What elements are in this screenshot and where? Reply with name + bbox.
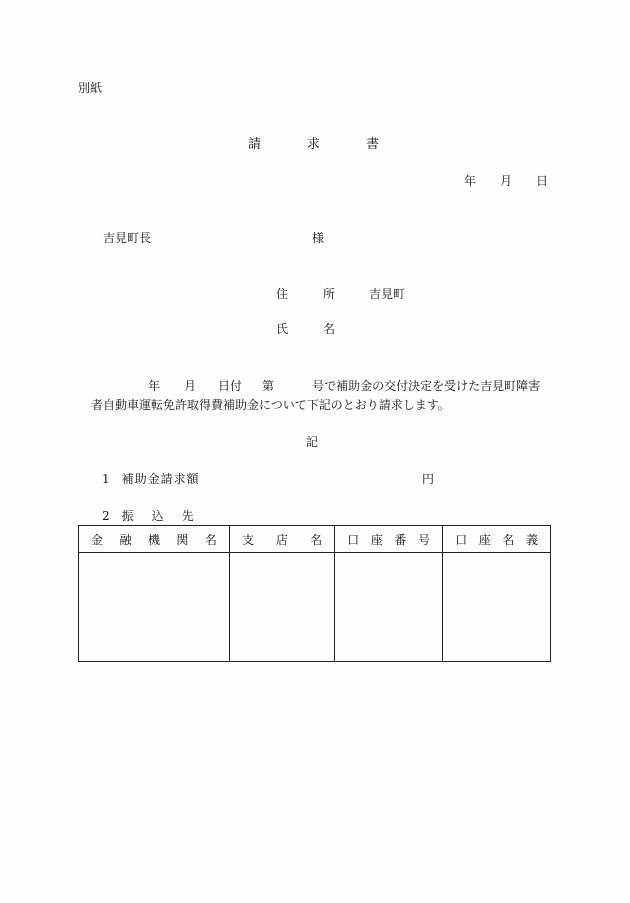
item-1-number: 1: [102, 472, 110, 486]
item-1: [102, 472, 200, 486]
cell-branch-name[interactable]: [229, 553, 334, 662]
title-char-1: 請: [248, 137, 262, 152]
addressee-honorific: 様: [312, 231, 325, 245]
item-2-label-char-2: 込: [151, 509, 164, 523]
item-2: [102, 509, 194, 523]
body-number-prefix: 第: [262, 379, 275, 393]
body-day-text: 日付: [218, 379, 243, 393]
header-branch-name: 支 店 名: [229, 526, 334, 553]
ki-heading: 記: [306, 435, 319, 449]
attachment-label: 別紙: [78, 81, 103, 95]
cell-bank-name[interactable]: [79, 553, 230, 662]
date-year-char: 年: [464, 174, 477, 188]
cell-account-holder[interactable]: [443, 553, 551, 662]
body-month-char: 月: [184, 379, 197, 393]
name-row: [276, 322, 335, 336]
item-2-label-char-1: 振: [121, 509, 134, 523]
date-day-char: 日: [536, 174, 549, 188]
cell-account-number[interactable]: [335, 553, 443, 662]
date-line: [464, 174, 548, 188]
date-month-char: 月: [500, 174, 513, 188]
name-label-char-2: 名: [323, 322, 336, 336]
bank-table-entry-row: [79, 553, 551, 662]
address-label-char-2: 所: [323, 287, 336, 301]
address-value: 吉見町: [369, 287, 406, 301]
item-2-label-char-3: 先: [181, 509, 194, 523]
body-line-1: [148, 379, 540, 393]
body-year-char: 年: [148, 379, 161, 393]
item-2-number: 2: [102, 509, 110, 523]
item-1-label: 補助金請求額: [121, 472, 200, 486]
item-1-unit: 円: [422, 472, 435, 486]
document-title: [248, 138, 379, 152]
title-char-2: 求: [307, 137, 321, 152]
header-account-number: 口 座 番 号: [335, 526, 443, 553]
title-char-3: 書: [366, 137, 380, 152]
address-label-char-1: 住: [276, 287, 289, 301]
bank-table-header-row: [79, 526, 551, 553]
addressee-name: 吉見町長: [103, 231, 152, 245]
body-line-2: 者自動車運転免許取得費補助金について下記のとおり請求します。: [91, 398, 450, 412]
bank-account-table: [78, 525, 551, 662]
name-label-char-1: 氏: [276, 322, 289, 336]
address-row: [276, 287, 405, 301]
header-bank-name: 金 融 機 関 名: [79, 526, 230, 553]
header-account-holder: 口 座 名 義: [443, 526, 551, 553]
body-line-1-text: 号で補助金の交付決定を受けた吉見町障害: [312, 379, 541, 393]
